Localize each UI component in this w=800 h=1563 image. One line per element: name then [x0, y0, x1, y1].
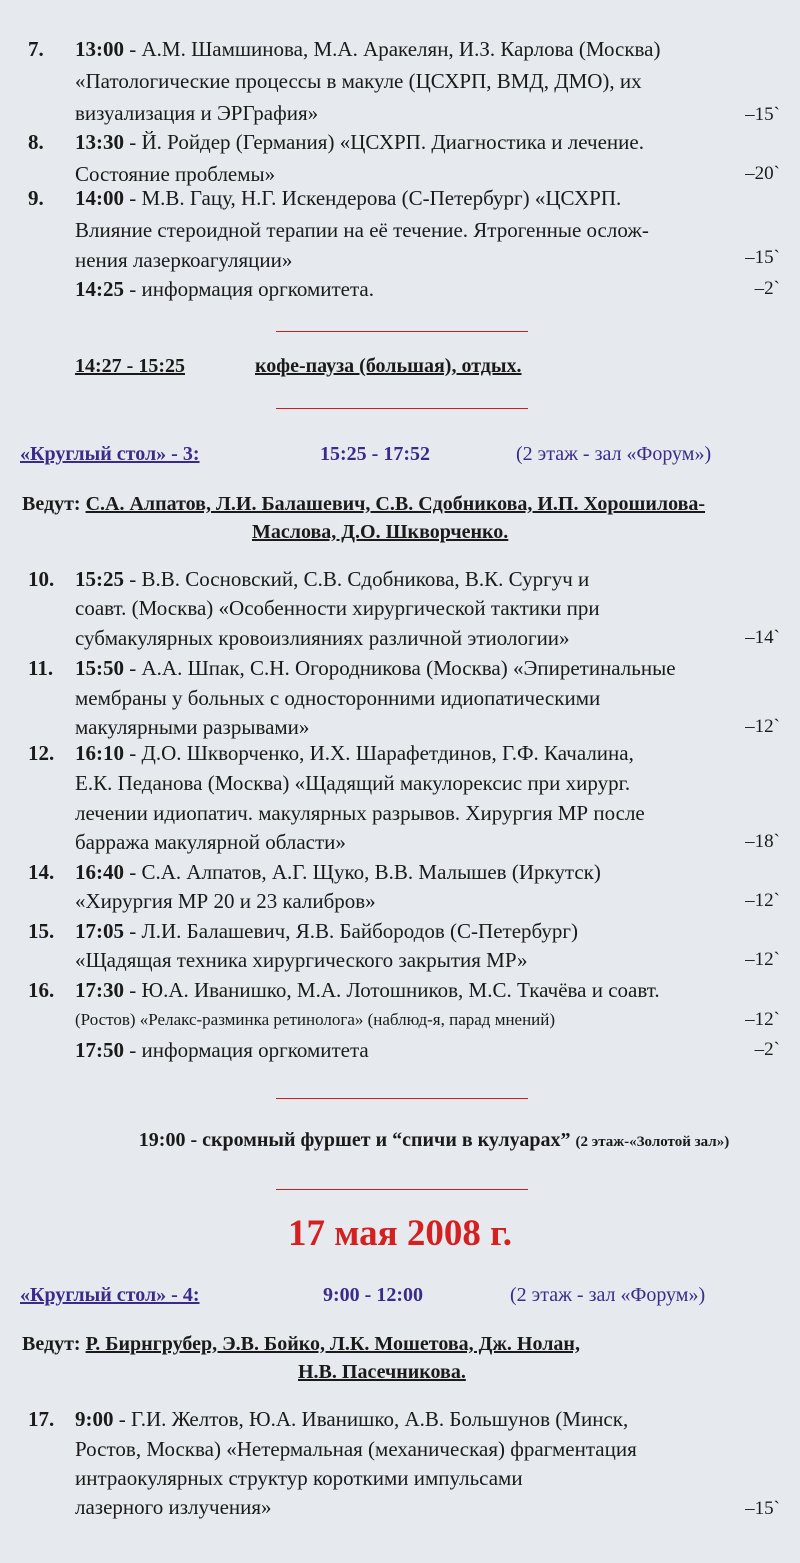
item-number: 7. [28, 37, 44, 61]
leaders-4 [22, 1333, 580, 1356]
item-duration: –14` [745, 627, 780, 648]
item-duration: –12` [745, 1009, 780, 1030]
item-line: барража макулярной области» [75, 830, 346, 854]
item-duration: –15` [745, 1498, 780, 1519]
red-divider [276, 1189, 528, 1190]
round-table-3-header [20, 443, 780, 466]
leaders-names: Р. Бирнгрубер, Э.В. Бойко, Л.К. Мошетова, Дж. Нолан, [85, 1333, 580, 1355]
item-line: соавт. (Москва) «Особенности хирургической тактики при [75, 596, 600, 620]
item-time: 13:00 [75, 37, 124, 61]
round-table-hall: (2 этаж - зал «Форум») [516, 443, 712, 465]
item-number: 11. [28, 656, 54, 680]
item-duration: –12` [745, 890, 780, 911]
item-time: 16:40 [75, 860, 124, 884]
leaders-prefix: Ведут: [22, 1333, 81, 1355]
item-duration: –12` [745, 949, 780, 970]
item-number: 16. [28, 978, 55, 1002]
buffet-text: - скромный фуршет и “спичи в кулуарах” [190, 1129, 571, 1151]
item-line: 13:00 - А.М. Шамшинова, М.А. Аракелян, И.З. Карлова (Москва) [75, 37, 661, 61]
buffet-line [34, 1129, 800, 1152]
item-line: «Хирургия МР 20 и 23 калибров» [75, 889, 376, 913]
item-time: 14:25 [75, 277, 124, 301]
item-line: 14:00 - М.В. Гацу, Н.Г. Искендерова (С-Петербург) «ЦСХРП. [75, 186, 622, 210]
leaders-names: Маслова, Д.О. Шкворченко. [252, 521, 509, 543]
item-line: 17:50 - информация оргкомитета [75, 1038, 369, 1062]
item-time: 15:25 [75, 567, 124, 591]
red-divider [276, 1098, 528, 1099]
item-number: 10. [28, 567, 55, 591]
coffee-break [75, 355, 522, 378]
leaders-4-line2 [298, 1361, 466, 1384]
round-table-label: «Круглый стол» - 3: [20, 443, 200, 465]
item-duration: –2` [754, 1039, 780, 1060]
leaders-3 [22, 493, 705, 516]
item-time: 13:30 [75, 130, 124, 154]
item-number: 15. [28, 919, 55, 943]
round-table-time: 15:25 - 17:52 [320, 443, 430, 465]
item-line: Ростов, Москва) «Нетермальная (механическая) фрагментация [75, 1437, 637, 1461]
item-time: 14:00 [75, 186, 124, 210]
item-line: 15:50 - А.А. Шпак, С.Н. Огородникова (Москва) «Эпиретинальные [75, 656, 676, 680]
item-time: 15:50 [75, 656, 124, 680]
item-line: Состояние проблемы» [75, 162, 276, 186]
item-duration: –2` [754, 278, 780, 299]
item-line: Е.К. Педанова (Москва) «Щадящий макулорексис при хирург. [75, 771, 631, 795]
break-time: 14:27 - 15:25 [75, 355, 185, 377]
item-duration: –15` [745, 104, 780, 125]
red-divider [276, 331, 528, 332]
round-table-label: «Круглый стол» - 4: [20, 1284, 200, 1306]
item-duration: –15` [745, 247, 780, 268]
item-line: субмакулярных кровоизлияниях различной этиологии» [75, 626, 570, 650]
round-table-time: 9:00 - 12:00 [323, 1284, 423, 1306]
red-divider [276, 408, 528, 409]
item-line: (Ростов) «Релакс-разминка ретинолога» (наблюд-я, парад мнений) [75, 1010, 556, 1029]
item-number: 14. [28, 860, 55, 884]
item-line: «Патологические процессы в макуле (ЦСХРП, ВМД, ДМО), их [75, 69, 642, 93]
item-line: 16:40 - С.А. Алпатов, А.Г. Щуко, В.В. Малышев (Иркутск) [75, 860, 601, 884]
item-time: 16:10 [75, 741, 124, 765]
buffet-place: (2 этаж-«Золотой зал») [575, 1134, 730, 1150]
item-number: 9. [28, 186, 44, 210]
item-number: 12. [28, 741, 55, 765]
item-duration: –20` [745, 163, 780, 184]
date-heading: 17 мая 2008 г. [287, 1213, 513, 1254]
item-number: 17. [28, 1407, 55, 1431]
item-line: 17:30 - Ю.А. Иванишко, М.А. Лотошников, М.С. Ткачёва и соавт. [75, 978, 660, 1002]
item-line: нения лазеркоагуляции» [75, 248, 293, 272]
item-time: 9:00 [75, 1407, 114, 1431]
item-line: «Щадящая техника хирургического закрытия МР» [75, 948, 528, 972]
leaders-names: С.А. Алпатов, Л.И. Балашевич, С.В. Сдобникова, И.П. Хорошилова- [85, 493, 706, 515]
round-table-hall: (2 этаж - зал «Форум») [510, 1284, 706, 1306]
item-line: мембраны у больных с односторонними идиопатическими [75, 686, 601, 710]
item-time: 17:05 [75, 919, 124, 943]
leaders-names: Н.В. Пасечникова. [298, 1361, 466, 1383]
item-line: 14:25 - информация оргкомитета. [75, 277, 374, 301]
item-line: 13:30 - Й. Ройдер (Германия) «ЦСХРП. Диагностика и лечение. [75, 130, 644, 154]
item-line: Влияние стероидной терапии на её течение. Ятрогенные ослож- [75, 218, 649, 242]
item-line: лазерного излучения» [75, 1495, 272, 1519]
item-line: визуализация и ЭРГрафия» [75, 101, 319, 125]
item-time: 17:50 [75, 1038, 124, 1062]
break-text: кофе-пауза (большая), отдых. [254, 355, 522, 377]
item-line: 17:05 - Л.И. Балашевич, Я.В. Байбородов (С-Петербург) [75, 919, 579, 943]
item-line: лечении идиопатич. макулярных разрывов. Хирургия МР после [75, 801, 645, 825]
round-table-4-header [20, 1284, 780, 1307]
leaders-3-line2 [252, 521, 508, 544]
item-line: 9:00 - Г.И. Желтов, Ю.А. Иванишко, А.В. Большунов (Минск, [75, 1407, 629, 1431]
item-time: 17:30 [75, 978, 124, 1002]
item-line: макулярными разрывами» [75, 715, 310, 739]
item-line: 16:10 - Д.О. Шкворченко, И.Х. Шарафетдинов, Г.Ф. Качалина, [75, 741, 634, 765]
item-duration: –12` [745, 716, 780, 737]
item-duration: –18` [745, 831, 780, 852]
item-line: 15:25 - В.В. Сосновский, С.В. Сдобникова, В.К. Сургуч и [75, 567, 590, 591]
item-number: 8. [28, 130, 44, 154]
leaders-prefix: Ведут: [22, 493, 81, 515]
item-line: интраокулярных структур короткими импульсами [75, 1466, 523, 1490]
buffet-time: 19:00 [138, 1129, 186, 1151]
